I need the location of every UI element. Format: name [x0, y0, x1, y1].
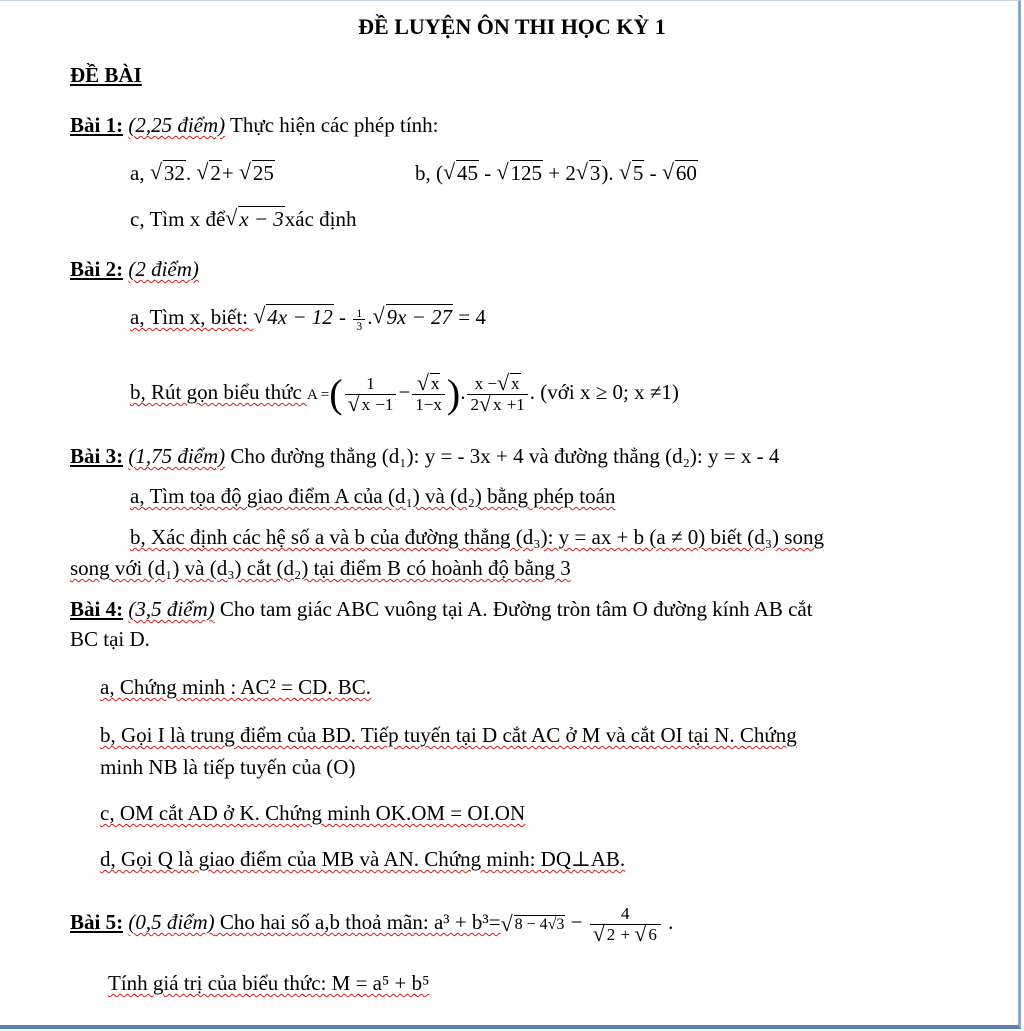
sqrt-x-3: √ x − 3: [225, 206, 285, 232]
fraction-1-3: $\frac{1}{3}$: [353, 307, 365, 332]
bai4-d: d, Gọi Q là giao điểm của MB và AN. Chứng minh: DQ⊥AB.: [100, 847, 626, 871]
sqrt-9x-27: √ 9x − 27: [373, 304, 454, 330]
bai4-text: Cho tam giác ABC vuông tại A. Đường tròn tâm O đường kính AB cắt: [214, 597, 813, 621]
bai1-header: [70, 112, 439, 138]
bai1-label: Bài 1:: [70, 113, 124, 137]
bai1-points: (2,25 điểm): [128, 113, 226, 137]
section-heading: ĐỀ BÀI: [70, 63, 142, 87]
bai5-header: Bài 5: (0,5 điểm) Cho hai số a,b thoả mãn: a³ + b³=√ 8 − 4√3 − 4 √ 2 + √ 6 .: [70, 900, 673, 947]
fraction-sqrtx-over-1-x: √ $\frac{x}{1-x}$: [412, 374, 445, 415]
bai1-a-prefix: a,: [130, 161, 145, 185]
bai2-header: [70, 256, 199, 282]
bai5-question: Tính giá trị của biểu thức: M = a⁵ + b⁵: [108, 971, 430, 995]
bai3-b-line2: song với (d₁) và (d₃) cắt (d₂) tại điểm B có hoành độ bằng 3: [70, 556, 571, 580]
sqrt-32: √ 32: [150, 160, 186, 186]
fraction-x-minus-sqrtx: $\frac{x -√ x}{2√ x +1}$: [467, 374, 527, 415]
bai3-label: Bài 3:: [70, 444, 124, 468]
sqrt-3: √ 3: [576, 160, 602, 186]
sqrt-25: √ 25: [239, 160, 275, 186]
bai5-points: (0,5 điểm): [128, 910, 215, 934]
bai1-text: Thực hiện các phép tính:: [225, 113, 439, 137]
sqrt-8-4sqrt3: √ 8 − 4√3: [501, 903, 566, 947]
bai2-label: Bài 2:: [70, 257, 124, 281]
bai1-b: b, (√ 45 - √ 125 + 2√ 3). √ 5 - √ 60: [415, 160, 698, 186]
bai3-text: Cho đường thẳng (d₁): y = - 3x + 4 và đường thẳng (d₂): y = x - 4: [225, 444, 780, 468]
bai2-b: b, Rút gọn biểu thức A =( 1 √ x −1 − √ $\frac{x}{1-x}$ ). $\frac{x -√ x}{2√ x +1}$ . (với x ≥ 0; x ≠1): [130, 370, 679, 417]
bai4-b-line2: minh NB là tiếp tuyến của (O): [100, 755, 356, 779]
sqrt-4x-12: √ 4x − 12: [253, 304, 334, 330]
bai3-points: (1,75 điểm): [128, 444, 226, 468]
bai1-c: c, Tìm x để√ x − 3xác định: [130, 206, 357, 232]
bai4-text-line2: BC tại D.: [70, 627, 150, 651]
sqrt-5: √ 5: [619, 160, 645, 186]
sqrt-60: √ 60: [662, 160, 698, 186]
bai4-a: a, Chứng minh : AC² = CD. BC.: [100, 675, 372, 699]
bai3-header: [70, 443, 779, 469]
bai5-label: Bài 5:: [70, 910, 124, 934]
sqrt-2: √ 2: [196, 160, 222, 186]
page-title: ĐỀ LUYỆN ÔN THI HỌC KỲ 1: [358, 14, 666, 39]
bai3-b-line1: b, Xác định các hệ số a và b của đường thẳng (d₃): y = ax + b (a ≠ 0) biết (d₃) song: [130, 525, 824, 549]
fraction-4-over-sqrt2-sqrt6: 4 √ 2 + √ 6: [590, 904, 661, 945]
bai4-points: (3,5 điểm): [128, 597, 215, 621]
fraction-1-over-sqrtx-1: 1 √ x −1: [345, 374, 397, 415]
bai4-label: Bài 4:: [70, 597, 124, 621]
bai5-text: Cho hai số a,b thoả mãn: a³ + b³=: [214, 910, 501, 934]
bai2-a: a, Tìm x, biết: √ 4x − 12 - $\frac{1}{3}$ .√ 9x − 27 = 4: [130, 304, 486, 332]
bai3-a: a, Tìm tọa độ giao điểm A của (d₁) và (d₂) bằng phép toán: [130, 484, 616, 508]
bai2-points: (2 điểm): [128, 257, 199, 281]
sqrt-125: √ 125: [497, 160, 544, 186]
bai4-b-line1: b, Gọi I là trung điểm của BD. Tiếp tuyến tại D cắt AC ở M và cắt OI tại N. Chứng: [100, 723, 797, 747]
bai1-a: a, √ 32. √ 2+ √ 25: [130, 160, 275, 186]
bai4-c: c, OM cắt AD ở K. Chứng minh OK.OM = OI.ON: [100, 801, 526, 825]
sqrt-45: √ 45: [443, 160, 479, 186]
bai4-header: [70, 596, 813, 622]
